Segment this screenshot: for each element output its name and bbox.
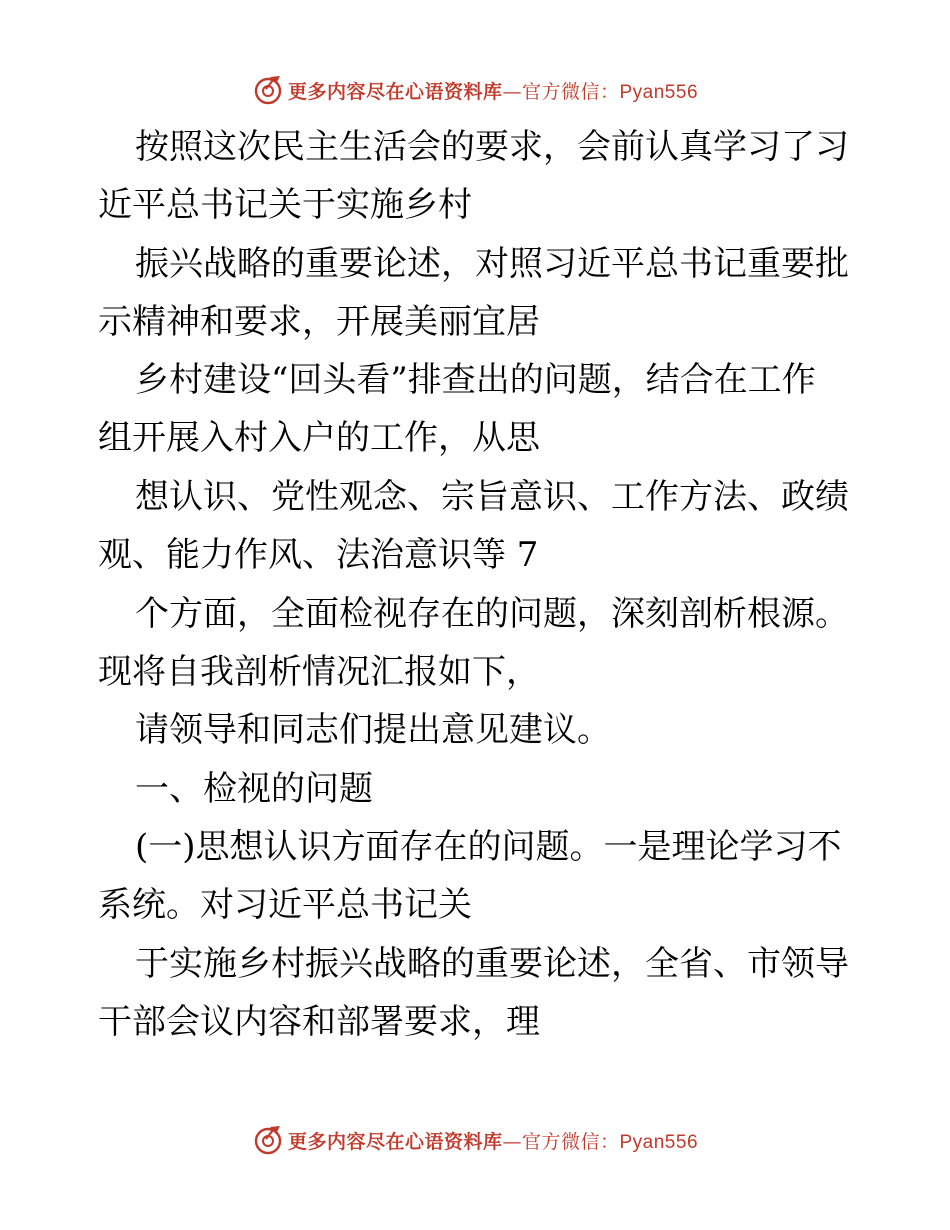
body-line: 于实施乡村振兴战略的重要论述，全省、市领导 — [135, 944, 849, 984]
body-line: 干部会议内容和部署要求，理 — [98, 1002, 540, 1042]
body-line: 组开展入村入户的工作，从思 — [98, 418, 540, 458]
body-line: 按照这次民主生活会的要求，会前认真学习了习 — [135, 127, 849, 167]
body-line: 请领导和同志们提出意见建议。 — [135, 710, 611, 750]
footer-banner-separator: — — [502, 1130, 522, 1153]
body-line: 想认识、党性观念、宗旨意识、工作方法、政绩 — [135, 477, 849, 517]
header-banner-wechat-id: Pyan556 — [619, 81, 699, 103]
body-line: 现将自我剖析情况汇报如下， — [98, 652, 540, 692]
header-banner-main: 更多内容尽在心语资料库 — [287, 80, 503, 103]
body-line: 近平总书记关于实施乡村 — [98, 185, 472, 225]
footer-banner-text — [288, 1127, 698, 1154]
pen-circle-logo-icon — [252, 74, 284, 106]
footer-watermark-banner — [0, 1122, 950, 1158]
header-banner-separator: — — [502, 80, 522, 103]
footer-banner-wechat-id: Pyan556 — [619, 1131, 699, 1153]
body-line: 乡村建设“回头看”排查出的问题，结合在工作 — [135, 360, 816, 400]
body-line: 观、能力作风、法治意识等 7 — [98, 535, 539, 575]
header-banner-text — [288, 77, 698, 104]
body-line: 系统。对习近平总书记关 — [98, 885, 472, 925]
section-heading: 一、检视的问题 — [135, 769, 373, 809]
footer-banner-main: 更多内容尽在心语资料库 — [287, 1130, 503, 1153]
header-watermark-banner — [0, 72, 950, 108]
header-banner-official: 官方微信： — [521, 80, 620, 103]
pen-circle-logo-icon — [252, 1124, 284, 1156]
body-line: 示精神和要求，开展美丽宜居 — [98, 302, 540, 342]
body-line: 个方面，全面检视存在的问题，深刻剖析根源。 — [135, 594, 849, 634]
body-line: 振兴战略的重要论述，对照习近平总书记重要批 — [135, 244, 849, 284]
body-line: (一)思想认识方面存在的问题。一是理论学习不 — [135, 827, 842, 867]
footer-banner-official: 官方微信： — [521, 1130, 620, 1153]
